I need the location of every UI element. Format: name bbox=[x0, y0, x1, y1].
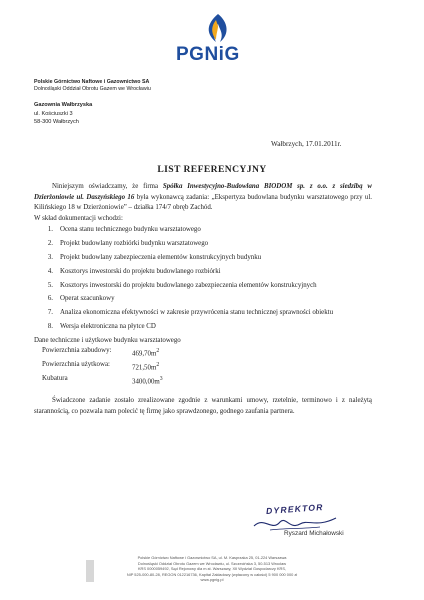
list-item-text: Kosztorys inwestorski do projektu budowlanego zabezpieczenia elementów konstrukcyjnych bbox=[60, 281, 317, 289]
contractor-name: Spółka Inwestycyjno-Budowlana BIODOM sp. z o.o. z siedzibą w Dzierżoniowie ul. Daszyńskiego 16 bbox=[34, 183, 372, 201]
list-item-text: Wersja elektroniczna na płytce CD bbox=[60, 322, 156, 330]
list-item-text: Ocena stanu technicznego budynku warsztatowego bbox=[60, 226, 201, 234]
tech-value-number: 469,70m bbox=[132, 350, 157, 358]
list-item bbox=[34, 253, 372, 264]
documentation-heading: W skład dokumentacji wchodzi: bbox=[34, 214, 123, 222]
table-row bbox=[42, 374, 163, 388]
intro-part2: była wykonawcą zadania: bbox=[136, 193, 210, 201]
document-date: Wałbrzych, 17.01.2011r. bbox=[271, 140, 342, 148]
table-row bbox=[42, 346, 163, 360]
list-item bbox=[34, 294, 372, 305]
branch-address bbox=[34, 101, 92, 127]
table-row bbox=[42, 360, 163, 374]
list-item-number: 4. bbox=[47, 267, 53, 275]
company-division: Dolnośląski Oddział Obrotu Gazem we Wrocławiu bbox=[34, 86, 151, 92]
branch-name: Gazownia Wałbrzyska bbox=[34, 102, 93, 108]
signature-stamp-title: DYREKTOR bbox=[265, 502, 324, 516]
list-item bbox=[34, 225, 372, 236]
tech-value-number: 721,50m bbox=[132, 364, 157, 372]
intro-paragraph bbox=[34, 182, 372, 214]
letter-body bbox=[34, 182, 372, 417]
list-item-text: Projekt budowlany zabezpieczenia elementów konstrukcyjnych budynku bbox=[60, 253, 262, 261]
tech-data-heading: Dane techniczne i użytkowe budynku warsztatowego bbox=[34, 336, 181, 344]
logo-text: PGNiG bbox=[176, 44, 240, 65]
intro-part1: Niniejszym oświadczamy, że firma bbox=[52, 183, 159, 190]
tech-value bbox=[132, 346, 163, 360]
signatory-name: Ryszard Michałowski bbox=[284, 530, 344, 537]
branch-street: ul. Kościuszki 3 bbox=[34, 110, 73, 117]
list-item-number: 5. bbox=[47, 281, 53, 289]
company-header bbox=[34, 79, 151, 93]
tech-label: Powierzchnia zabudowy: bbox=[42, 347, 112, 355]
tech-data-table bbox=[42, 346, 163, 388]
list-item-number: 6. bbox=[47, 295, 53, 303]
list-item-text: Kosztorys inwestorski do projektu budowlanego rozbiórki bbox=[60, 267, 221, 275]
list-item-text: Operat szacunkowy bbox=[60, 295, 115, 303]
list-item-number: 7. bbox=[47, 309, 53, 317]
closing-paragraph: Świadczone zadanie zostało zrealizowane zgodnie z warunkami umowy, rzetelnie, terminowo i z należytą starannością, co pozwala nam polecić tę firmę jako sprawdzonego, godnego zaufania partnera. bbox=[34, 397, 372, 415]
list-item bbox=[34, 267, 372, 278]
list-item-number: 3. bbox=[47, 253, 53, 261]
tech-value-number: 3400,00m bbox=[132, 378, 160, 386]
list-item bbox=[34, 239, 372, 250]
footer-line: KRS 0000059492, Sąd Rejonowy dla m.st. Warszawy, XII Wydział Gospodarczy KRS, bbox=[137, 566, 287, 572]
footer-line: Polskie Górnictwo Naftowe i Gazownictwo SA, ul. M. Kasprzaka 25, 01-224 Warszawa bbox=[137, 555, 287, 560]
list-item-number: 2. bbox=[47, 240, 53, 248]
tech-value-unit-exponent: 2 bbox=[156, 362, 160, 369]
footer-line: NIP 525-000-80-28, REGON 012216736, Kapitał Zakładowy (wpłacony w całości) 5 900 000 000 zł bbox=[126, 571, 298, 577]
list-item-number: 1. bbox=[47, 226, 53, 234]
tech-value bbox=[132, 374, 163, 388]
tech-label: Kubatura bbox=[42, 375, 68, 383]
list-item-text: Analiza ekonomiczna efektywności w zakresie przywrócenia stanu technicznej sprawności obiektu bbox=[60, 309, 334, 317]
footer-website: www.pgnig.pl bbox=[200, 577, 224, 583]
company-name: Polskie Górnictwo Naftowe i Gazownictwo SA bbox=[34, 79, 150, 85]
tech-label: Powierzchnia użytkowa: bbox=[42, 361, 110, 369]
list-item bbox=[34, 281, 372, 292]
list-item-text: Projekt budowlany rozbiórki budynku warsztatowego bbox=[60, 240, 209, 248]
document-title: LIST REFERENCYJNY bbox=[157, 164, 267, 175]
footer bbox=[0, 555, 424, 583]
tech-value-unit-exponent: 3 bbox=[159, 376, 163, 383]
footer-line: Dolnośląski Oddział Obrotu Gazem we Wrocławiu, ul. Szczecińska 3, 50-513 Wrocław bbox=[137, 560, 287, 566]
documentation-list bbox=[34, 225, 372, 332]
task-name: „Ekspertyza budowlana budynku warsztatowego przy ul. Kilińskiego 18 w Dzierżoniowie” – działka 174/7 obręb Zachód. bbox=[34, 193, 372, 212]
list-item bbox=[34, 322, 372, 333]
list-item-number: 8. bbox=[47, 322, 53, 330]
branch-city: 58-300 Wałbrzych bbox=[34, 119, 79, 126]
list-item bbox=[34, 308, 372, 319]
tech-value bbox=[132, 360, 163, 374]
tech-value-unit-exponent: 2 bbox=[156, 348, 160, 355]
